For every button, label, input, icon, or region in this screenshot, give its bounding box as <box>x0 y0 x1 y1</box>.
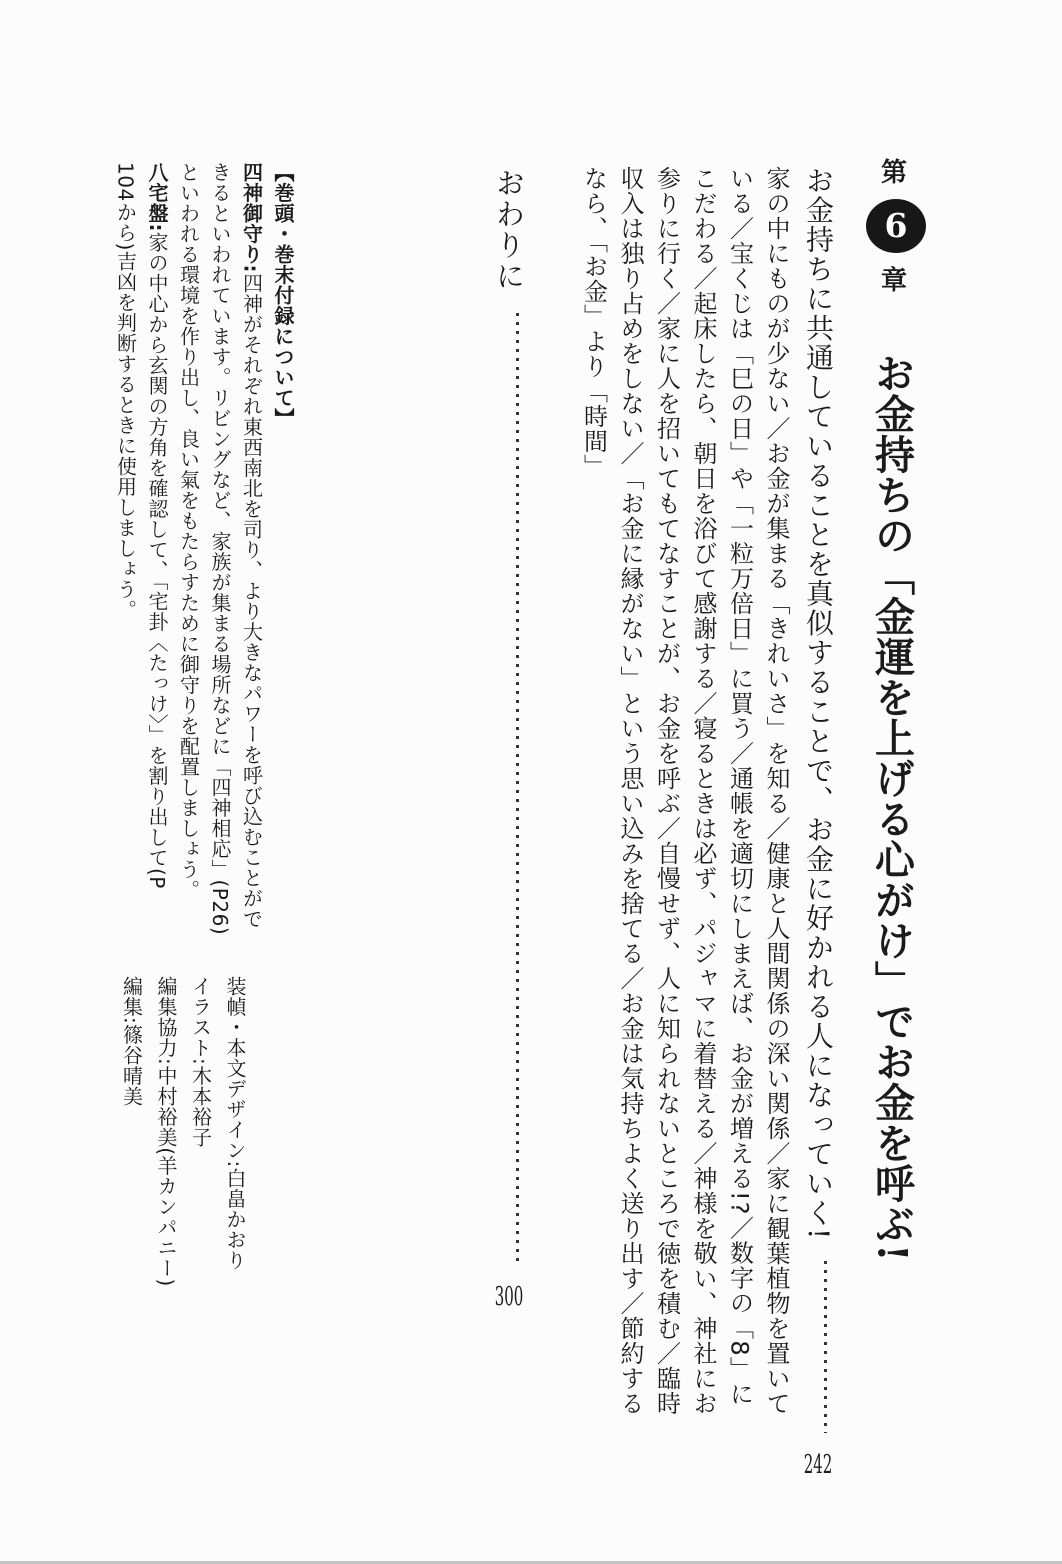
credit-design: 装幀・本文デザイン:白畠かおり <box>223 976 247 1271</box>
ending-label: おわりに <box>492 168 526 292</box>
credit-editorial-cooperation: 編集協力:中村裕美(羊カンパニー) <box>154 976 178 1287</box>
chapter-prefix: 第 <box>876 158 907 188</box>
ending-entry-column <box>488 168 530 1368</box>
topics-line-4: 参りに行く／家に人を招いてもてなすことが、お金を呼ぶ／自慢せず、人に知られないところで徳を積む／臨時 <box>652 166 681 1416</box>
topics-line-1: 家の中にものが少ない／お金が集まる「きれいさ」を知る／健康と人間関係の深い関係／家に観葉植物を置いて <box>762 166 790 1416</box>
chapter-summary-text: お金持ちに共通していることを真似することで、お金に好かれる人になっていく! <box>802 166 835 1241</box>
chapter-summary-column <box>790 166 838 1478</box>
chapter-heading-column <box>826 158 926 1528</box>
appendix-note-block <box>108 162 298 1012</box>
chapter-number: 6 <box>884 206 908 246</box>
topics-line-2: いる／宝くじは「巳の日」や「一粒万倍日」に買う／通帳を適切にしまえば、お金が増える!?／数字の「8」に <box>725 166 754 1407</box>
chapter-topics-block <box>572 166 794 1446</box>
topics-line-6: なら、「お金」より「時間」 <box>579 166 608 479</box>
chapter-page-number: 242 <box>803 1451 833 1478</box>
appendix-line-4: といわれる環境を作り出し、良い氣をもたらすために御守りを配置しましょう。 <box>176 162 201 900</box>
appendix-line-6: 104から)吉凶を判断するときに使用しましょう。 <box>113 162 138 620</box>
ending-page-number: 300 <box>494 1284 524 1311</box>
appendix-heading: 【巻頭・巻末付録について】 <box>271 162 295 429</box>
appendix-line-5: 八宅盤:家の中心から玄関の方角を確認して、「宅卦〈たっけ〉」を割り出して(P <box>145 162 169 889</box>
topics-line-5: 収入は独り占めをしない／「お金に縁がない」という思い込みを捨てる／お金は気持ちよく送り出す／節約する <box>616 166 644 1416</box>
credit-editor: 編集:篠谷晴美 <box>119 976 144 1107</box>
credits-block <box>112 976 252 1321</box>
chapter-suffix: 章 <box>876 266 907 297</box>
dotted-leader <box>824 1261 827 1433</box>
chapter-title: お金持ちの「金運を上げる心がけ」でお金を呼ぶ! <box>868 353 916 1263</box>
dotted-leader <box>516 313 519 1265</box>
appendix-line-3: きるといわれています。リビングなど、家族が集まる場所などに「四神相応」(P26) <box>208 162 232 936</box>
chapter-number-badge <box>866 199 926 253</box>
appendix-line-2: 四神御守り:四神がそれぞれ東西南北を司り、より大きなパワーを呼び込むことがで <box>239 162 264 929</box>
topics-line-3: こだわる／起床したら、朝日を浴びて感謝する／寝るときは必ず、パジャマに着替える／神様を敬い、神社にお <box>689 166 717 1416</box>
credit-illustration: イラスト:木本裕子 <box>188 976 213 1148</box>
